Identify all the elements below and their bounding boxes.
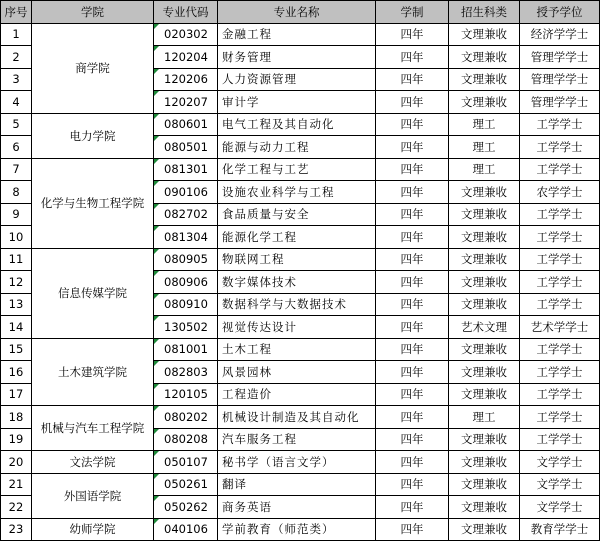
major-code-text: 081301 bbox=[164, 162, 208, 177]
degree: 工学学士 bbox=[520, 248, 600, 271]
major-name: 人力资源管理 bbox=[218, 68, 376, 91]
row-index: 2 bbox=[1, 46, 32, 69]
cell-marker-icon bbox=[154, 159, 159, 164]
cell-marker-icon bbox=[154, 339, 159, 344]
category: 理工 bbox=[449, 158, 520, 181]
major-code bbox=[154, 91, 218, 114]
cell-marker-icon bbox=[154, 429, 159, 434]
major-name: 电气工程及其自动化 bbox=[218, 113, 376, 136]
duration: 四年 bbox=[376, 68, 449, 91]
cell-marker-icon bbox=[154, 451, 159, 456]
degree: 工学学士 bbox=[520, 293, 600, 316]
degree: 文学学士 bbox=[520, 496, 600, 519]
major-code-text: 080208 bbox=[164, 432, 208, 447]
major-code-text: 080910 bbox=[164, 297, 208, 312]
degree: 工学学士 bbox=[520, 136, 600, 159]
table-row bbox=[1, 23, 600, 46]
cell-marker-icon bbox=[154, 519, 159, 524]
major-code bbox=[154, 113, 218, 136]
major-code-text: 081001 bbox=[164, 342, 208, 357]
cell-marker-icon bbox=[154, 46, 159, 51]
duration: 四年 bbox=[376, 383, 449, 406]
row-index: 17 bbox=[1, 383, 32, 406]
major-code-text: 120207 bbox=[164, 94, 208, 109]
duration: 四年 bbox=[376, 361, 449, 384]
row-index: 13 bbox=[1, 293, 32, 316]
major-code-text: 120206 bbox=[164, 72, 208, 87]
major-name: 化学工程与工艺 bbox=[218, 158, 376, 181]
major-code-text: 130502 bbox=[164, 319, 208, 334]
category: 文理兼收 bbox=[449, 68, 520, 91]
cell-marker-icon bbox=[154, 136, 159, 141]
row-index: 4 bbox=[1, 91, 32, 114]
degree: 文学学士 bbox=[520, 473, 600, 496]
row-index: 9 bbox=[1, 203, 32, 226]
duration: 四年 bbox=[376, 46, 449, 69]
category: 文理兼收 bbox=[449, 473, 520, 496]
major-code bbox=[154, 181, 218, 204]
degree: 农学学士 bbox=[520, 181, 600, 204]
college-cell: 化学与生物工程学院 bbox=[32, 158, 154, 248]
major-name: 能源与动力工程 bbox=[218, 136, 376, 159]
major-name: 设施农业科学与工程 bbox=[218, 181, 376, 204]
cell-marker-icon bbox=[154, 294, 159, 299]
duration: 四年 bbox=[376, 271, 449, 294]
duration: 四年 bbox=[376, 91, 449, 114]
college-cell: 电力学院 bbox=[32, 113, 154, 158]
header-category: 招生科类 bbox=[449, 1, 520, 24]
major-code-text: 080501 bbox=[164, 139, 208, 154]
major-code-text: 080601 bbox=[164, 117, 208, 132]
major-code bbox=[154, 473, 218, 496]
header-duration: 学制 bbox=[376, 1, 449, 24]
major-name: 数据科学与大数据技术 bbox=[218, 293, 376, 316]
duration: 四年 bbox=[376, 113, 449, 136]
major-name: 视觉传达设计 bbox=[218, 316, 376, 339]
cell-marker-icon bbox=[154, 496, 159, 501]
college-cell: 文法学院 bbox=[32, 451, 154, 474]
major-code-text: 120204 bbox=[164, 49, 208, 64]
cell-marker-icon bbox=[154, 226, 159, 231]
duration: 四年 bbox=[376, 293, 449, 316]
table-row bbox=[1, 248, 600, 271]
cell-marker-icon bbox=[154, 361, 159, 366]
row-index: 20 bbox=[1, 451, 32, 474]
row-index: 10 bbox=[1, 226, 32, 249]
degree: 工学学士 bbox=[520, 158, 600, 181]
category: 理工 bbox=[449, 113, 520, 136]
duration: 四年 bbox=[376, 451, 449, 474]
row-index: 12 bbox=[1, 271, 32, 294]
row-index: 18 bbox=[1, 406, 32, 429]
degree: 工学学士 bbox=[520, 406, 600, 429]
duration: 四年 bbox=[376, 158, 449, 181]
header-degree: 授予学位 bbox=[520, 1, 600, 24]
major-code-text: 120105 bbox=[164, 387, 208, 402]
category: 文理兼收 bbox=[449, 91, 520, 114]
category: 艺术文理 bbox=[449, 316, 520, 339]
table-row bbox=[1, 338, 600, 361]
major-code-text: 050107 bbox=[164, 454, 208, 469]
major-code bbox=[154, 496, 218, 519]
major-name: 翻译 bbox=[218, 473, 376, 496]
major-code bbox=[154, 23, 218, 46]
cell-marker-icon bbox=[154, 249, 159, 254]
row-index: 23 bbox=[1, 518, 32, 541]
major-code-text: 020302 bbox=[164, 27, 208, 42]
major-code bbox=[154, 158, 218, 181]
category: 文理兼收 bbox=[449, 248, 520, 271]
category: 理工 bbox=[449, 406, 520, 429]
degree: 文学学士 bbox=[520, 451, 600, 474]
duration: 四年 bbox=[376, 23, 449, 46]
row-index: 7 bbox=[1, 158, 32, 181]
major-code-text: 040106 bbox=[164, 522, 208, 537]
row-index: 6 bbox=[1, 136, 32, 159]
category: 文理兼收 bbox=[449, 361, 520, 384]
cell-marker-icon bbox=[154, 69, 159, 74]
category: 文理兼收 bbox=[449, 181, 520, 204]
duration: 四年 bbox=[376, 338, 449, 361]
table-row bbox=[1, 158, 600, 181]
category: 理工 bbox=[449, 136, 520, 159]
major-code-text: 082702 bbox=[164, 207, 208, 222]
major-name: 商务英语 bbox=[218, 496, 376, 519]
row-index: 5 bbox=[1, 113, 32, 136]
cell-marker-icon bbox=[154, 24, 159, 29]
table-row bbox=[1, 113, 600, 136]
college-cell: 商学院 bbox=[32, 23, 154, 113]
category: 文理兼收 bbox=[449, 226, 520, 249]
cell-marker-icon bbox=[154, 474, 159, 479]
cell-marker-icon bbox=[154, 204, 159, 209]
major-name: 食品质量与安全 bbox=[218, 203, 376, 226]
duration: 四年 bbox=[376, 136, 449, 159]
degree: 管理学学士 bbox=[520, 68, 600, 91]
cell-marker-icon bbox=[154, 91, 159, 96]
major-code bbox=[154, 316, 218, 339]
major-code bbox=[154, 361, 218, 384]
major-code-text: 080202 bbox=[164, 409, 208, 424]
major-code bbox=[154, 136, 218, 159]
table-row bbox=[1, 473, 600, 496]
major-code bbox=[154, 518, 218, 541]
duration: 四年 bbox=[376, 406, 449, 429]
college-cell: 信息传媒学院 bbox=[32, 248, 154, 338]
degree: 工学学士 bbox=[520, 383, 600, 406]
major-code-text: 050262 bbox=[164, 499, 208, 514]
major-name: 能源化学工程 bbox=[218, 226, 376, 249]
category: 文理兼收 bbox=[449, 46, 520, 69]
table-row bbox=[1, 518, 600, 541]
major-code-text: 081304 bbox=[164, 229, 208, 244]
major-name: 物联网工程 bbox=[218, 248, 376, 271]
duration: 四年 bbox=[376, 181, 449, 204]
duration: 四年 bbox=[376, 316, 449, 339]
major-name: 汽车服务工程 bbox=[218, 428, 376, 451]
category: 文理兼收 bbox=[449, 271, 520, 294]
major-name: 学前教育（师范类） bbox=[218, 518, 376, 541]
major-code-text: 080905 bbox=[164, 252, 208, 267]
major-name: 财务管理 bbox=[218, 46, 376, 69]
major-code bbox=[154, 46, 218, 69]
major-code bbox=[154, 226, 218, 249]
duration: 四年 bbox=[376, 248, 449, 271]
category: 文理兼收 bbox=[449, 518, 520, 541]
duration: 四年 bbox=[376, 226, 449, 249]
category: 文理兼收 bbox=[449, 428, 520, 451]
college-cell: 土木建筑学院 bbox=[32, 338, 154, 406]
duration: 四年 bbox=[376, 203, 449, 226]
major-code-text: 080906 bbox=[164, 274, 208, 289]
major-name: 机械设计制造及其自动化 bbox=[218, 406, 376, 429]
major-code bbox=[154, 68, 218, 91]
degree: 工学学士 bbox=[520, 361, 600, 384]
degree: 教育学学士 bbox=[520, 518, 600, 541]
major-code bbox=[154, 451, 218, 474]
college-cell: 机械与汽车工程学院 bbox=[32, 406, 154, 451]
header-row bbox=[1, 1, 600, 24]
header-code: 专业代码 bbox=[154, 1, 218, 24]
row-index: 1 bbox=[1, 23, 32, 46]
degree: 工学学士 bbox=[520, 338, 600, 361]
major-name: 审计学 bbox=[218, 91, 376, 114]
degree: 工学学士 bbox=[520, 226, 600, 249]
category: 文理兼收 bbox=[449, 23, 520, 46]
degree: 管理学学士 bbox=[520, 46, 600, 69]
category: 文理兼收 bbox=[449, 203, 520, 226]
table-row bbox=[1, 451, 600, 474]
cell-marker-icon bbox=[154, 114, 159, 119]
major-code bbox=[154, 203, 218, 226]
major-code-text: 082803 bbox=[164, 364, 208, 379]
table-row bbox=[1, 406, 600, 429]
major-code bbox=[154, 383, 218, 406]
degree: 工学学士 bbox=[520, 271, 600, 294]
major-code bbox=[154, 338, 218, 361]
college-cell: 幼师学院 bbox=[32, 518, 154, 541]
degree: 艺术学学士 bbox=[520, 316, 600, 339]
degree: 经济学学士 bbox=[520, 23, 600, 46]
category: 文理兼收 bbox=[449, 451, 520, 474]
duration: 四年 bbox=[376, 496, 449, 519]
duration: 四年 bbox=[376, 518, 449, 541]
major-name: 土木工程 bbox=[218, 338, 376, 361]
row-index: 19 bbox=[1, 428, 32, 451]
row-index: 8 bbox=[1, 181, 32, 204]
major-code bbox=[154, 406, 218, 429]
major-code bbox=[154, 248, 218, 271]
major-code bbox=[154, 293, 218, 316]
college-cell: 外国语学院 bbox=[32, 473, 154, 518]
category: 文理兼收 bbox=[449, 496, 520, 519]
cell-marker-icon bbox=[154, 271, 159, 276]
cell-marker-icon bbox=[154, 406, 159, 411]
degree: 管理学学士 bbox=[520, 91, 600, 114]
category: 文理兼收 bbox=[449, 383, 520, 406]
category: 文理兼收 bbox=[449, 293, 520, 316]
header-college: 学院 bbox=[32, 1, 154, 24]
major-code-text: 050261 bbox=[164, 477, 208, 492]
major-name: 秘书学（语言文学） bbox=[218, 451, 376, 474]
degree: 工学学士 bbox=[520, 428, 600, 451]
header-index: 序号 bbox=[1, 1, 32, 24]
header-name: 专业名称 bbox=[218, 1, 376, 24]
major-code bbox=[154, 271, 218, 294]
row-index: 22 bbox=[1, 496, 32, 519]
row-index: 3 bbox=[1, 68, 32, 91]
major-name: 工程造价 bbox=[218, 383, 376, 406]
major-code-text: 090106 bbox=[164, 184, 208, 199]
category: 文理兼收 bbox=[449, 338, 520, 361]
duration: 四年 bbox=[376, 473, 449, 496]
row-index: 21 bbox=[1, 473, 32, 496]
major-code bbox=[154, 428, 218, 451]
cell-marker-icon bbox=[154, 316, 159, 321]
cell-marker-icon bbox=[154, 384, 159, 389]
degree: 工学学士 bbox=[520, 113, 600, 136]
row-index: 11 bbox=[1, 248, 32, 271]
major-name: 数字媒体技术 bbox=[218, 271, 376, 294]
duration: 四年 bbox=[376, 428, 449, 451]
row-index: 14 bbox=[1, 316, 32, 339]
major-name: 金融工程 bbox=[218, 23, 376, 46]
row-index: 16 bbox=[1, 361, 32, 384]
cell-marker-icon bbox=[154, 181, 159, 186]
row-index: 15 bbox=[1, 338, 32, 361]
major-name: 风景园林 bbox=[218, 361, 376, 384]
degree: 工学学士 bbox=[520, 203, 600, 226]
